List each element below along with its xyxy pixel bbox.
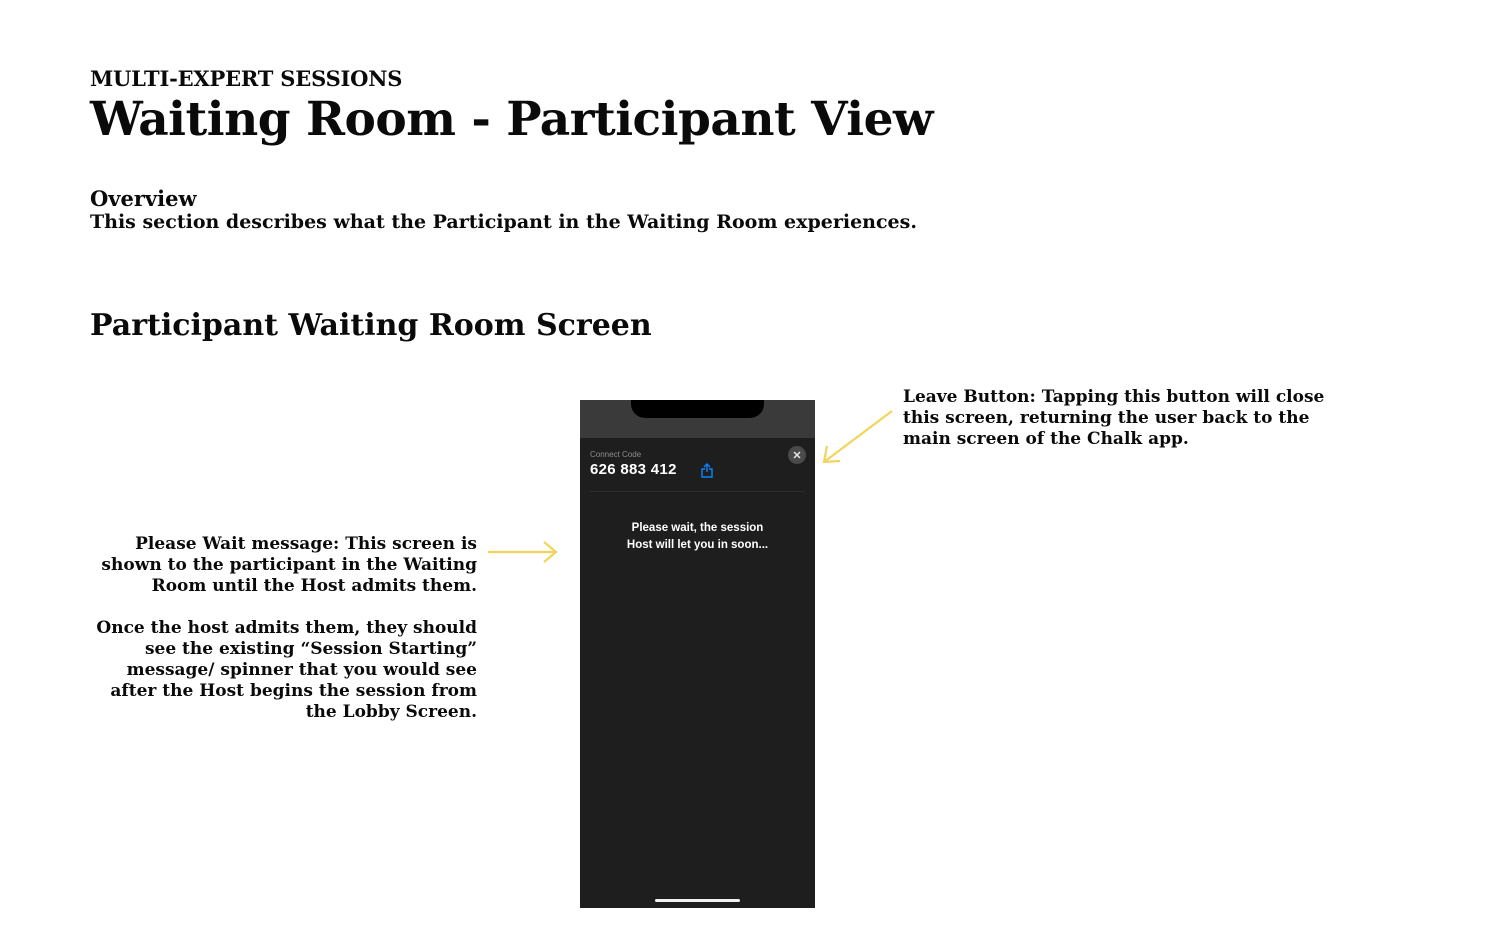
home-indicator xyxy=(655,899,740,902)
page-title: Waiting Room - Participant View xyxy=(90,92,933,147)
please-wait-message xyxy=(600,520,795,554)
leave-button-arrow-icon xyxy=(818,408,896,468)
share-icon[interactable] xyxy=(700,462,714,478)
phone-mockup xyxy=(580,400,815,908)
please-wait-annotation xyxy=(87,534,477,744)
overview-text: This section describes what the Participant in the Waiting Room experiences. xyxy=(90,211,917,233)
header-divider xyxy=(590,491,805,492)
please-wait-arrow-icon xyxy=(486,540,561,564)
wait-message-line-1: Please wait, the session xyxy=(631,522,764,534)
phone-notch xyxy=(631,400,764,418)
connect-code-value: 626 883 412 xyxy=(590,461,677,478)
waiting-room-sheet xyxy=(580,438,815,908)
section-kicker: MULTI-EXPERT SESSIONS xyxy=(90,66,403,91)
section-title: Participant Waiting Room Screen xyxy=(90,308,652,343)
once-admitted-note: Once the host admits them, they should see the existing “Session Starting” message/ spinner that you would see after the Host begins the session from the Lobby Screen. xyxy=(96,618,477,722)
leave-button-annotation: Leave Button: Tapping this button will close this screen, returning the user back to the main screen of the Chalk app. xyxy=(903,387,1325,449)
overview-label: Overview xyxy=(90,186,197,211)
wait-message-line-2: Host will let you in soon... xyxy=(626,539,769,551)
status-bar xyxy=(580,400,815,438)
close-icon xyxy=(788,446,806,464)
please-wait-note: Please Wait message: This screen is shown to the participant in the Waiting Room until the Host admits them. xyxy=(101,534,477,596)
connect-code-label: Connect Code xyxy=(590,450,642,459)
leave-button[interactable] xyxy=(788,446,806,464)
